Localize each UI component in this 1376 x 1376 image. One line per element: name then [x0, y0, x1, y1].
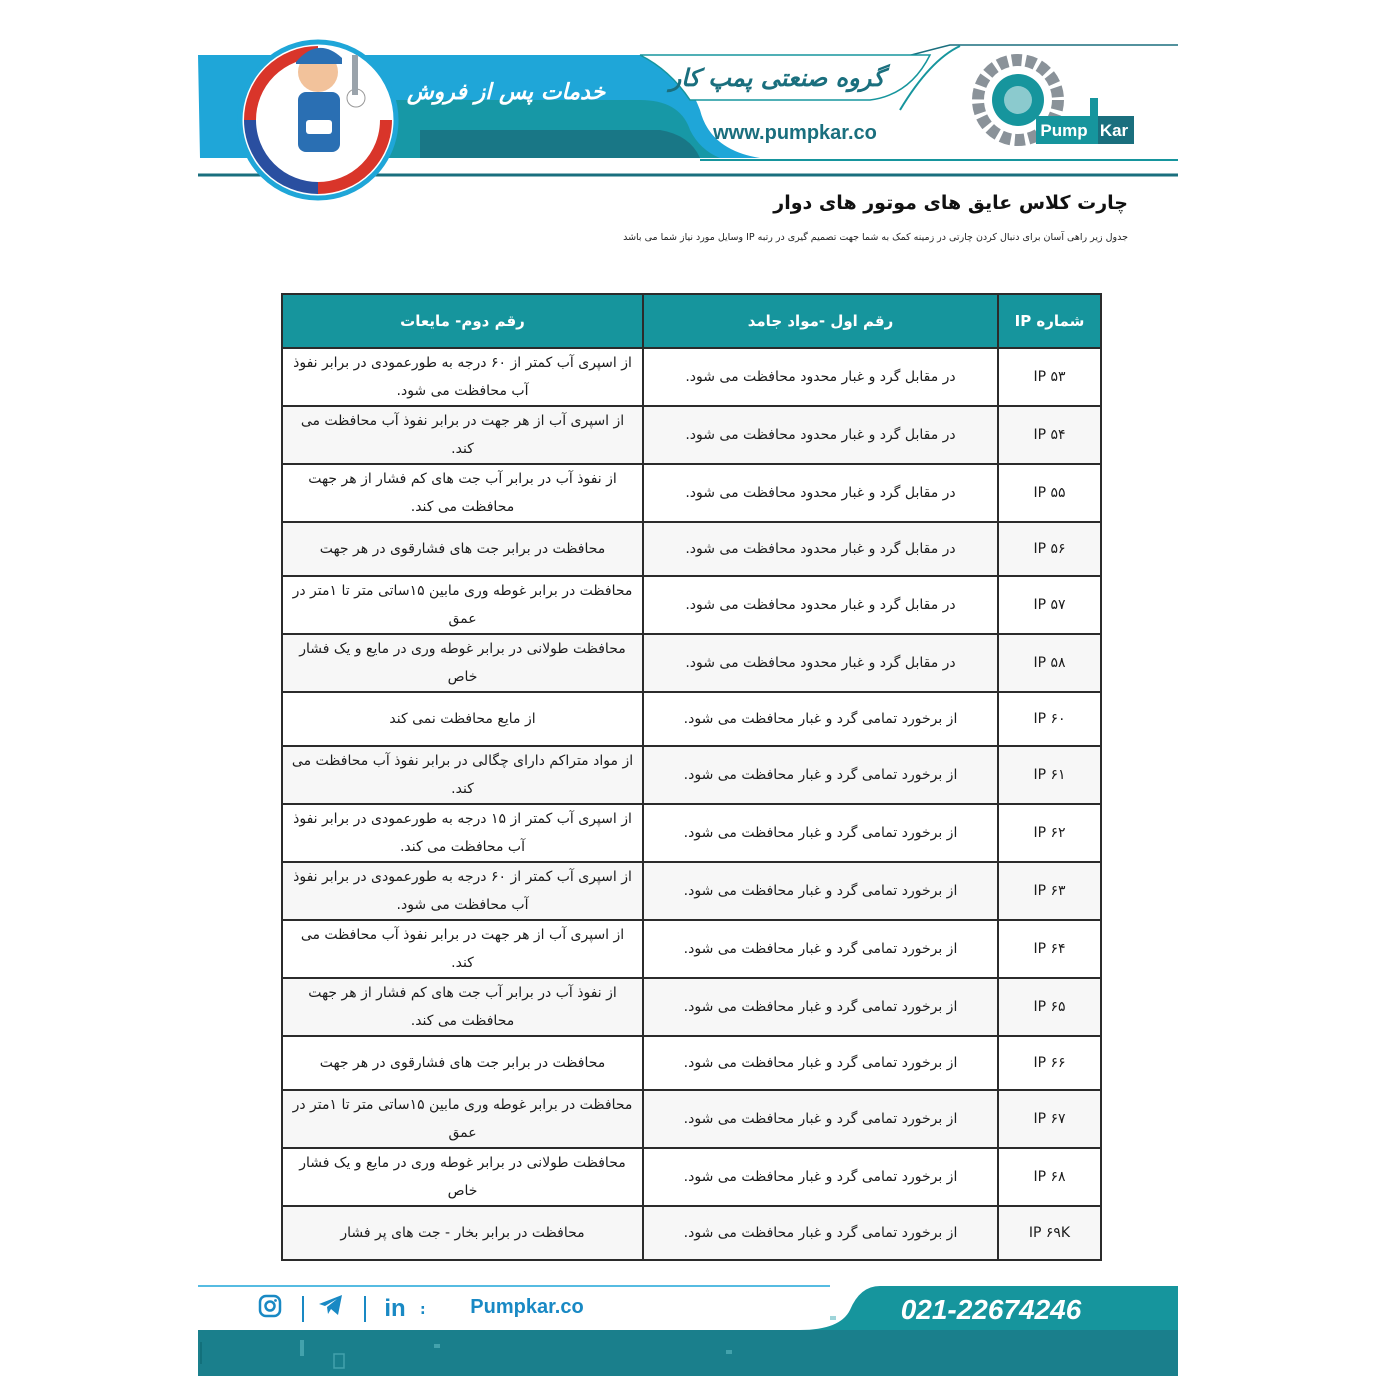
ip-cell: IP ۵۳ — [998, 348, 1101, 406]
liquid-cell: محافظت در برابر غوطه وری مابین ۱۵ساتی متر تا ۱متر در عمق — [282, 576, 643, 634]
table-row — [282, 522, 1101, 576]
header-website[interactable]: www.pumpkar.co — [713, 122, 877, 144]
liquid-cell: محافظت در برابر جت های فشارقوی در هر جهت — [282, 1036, 643, 1090]
social-divider — [364, 1296, 366, 1322]
solid-cell: در مقابل گرد و غبار محدود محافظت می شود. — [643, 576, 998, 634]
header-banner-graphic — [0, 0, 1376, 210]
solid-cell: از برخورد تمامی گرد و غبار محافظت می شود. — [643, 804, 998, 862]
solid-cell: در مقابل گرد و غبار محدود محافظت می شود. — [643, 634, 998, 692]
liquid-cell: از اسپری آب از هر جهت در برابر نفوذ آب محافظت می کند. — [282, 406, 643, 464]
solid-cell: از برخورد تمامی گرد و غبار محافظت می شود. — [643, 1148, 998, 1206]
mascot-badge — [240, 42, 396, 198]
solid-cell: از برخورد تمامی گرد و غبار محافظت می شود. — [643, 1090, 998, 1148]
liquid-cell: از اسپری آب از هر جهت در برابر نفوذ آب محافظت می کند. — [282, 920, 643, 978]
ip-rating-table — [281, 293, 1102, 1261]
liquid-cell: محافظت در برابر غوطه وری مابین ۱۵ساتی متر تا ۱متر در عمق — [282, 1090, 643, 1148]
liquid-cell: محافظت در برابر بخار - جت های پر فشار — [282, 1206, 643, 1260]
ip-cell: IP ۶۱ — [998, 746, 1101, 804]
solid-cell: از برخورد تمامی گرد و غبار محافظت می شود. — [643, 692, 998, 746]
linkedin-label: in — [384, 1295, 406, 1322]
ip-cell: IP ۶۸ — [998, 1148, 1101, 1206]
liquid-cell: محافظت در برابر جت های فشارقوی در هر جهت — [282, 522, 643, 576]
table-row — [282, 862, 1101, 920]
solid-cell: در مقابل گرد و غبار محدود محافظت می شود. — [643, 406, 998, 464]
brand-name: گروه صنعتی پمپ کار — [669, 64, 885, 92]
page-subtitle: جدول زیر راهی آسان برای دنبال کردن چارتی در زمینه کمک به شما جهت تصمیم گیری در رتبه IP وسایل مورد نیاز شما می باشد — [623, 232, 1128, 243]
table-row — [282, 576, 1101, 634]
after-sales-label: خدمات پس از فروش — [406, 80, 606, 105]
footer-banner-graphic — [0, 1280, 1376, 1376]
ip-cell: IP ۶۶ — [998, 1036, 1101, 1090]
solid-cell: از برخورد تمامی گرد و غبار محافظت می شود. — [643, 862, 998, 920]
liquid-cell: از نفوذ آب در برابر آب جت های کم فشار از هر جهت محافظت می کند. — [282, 464, 643, 522]
logo-text-pump: Pump — [1040, 121, 1088, 140]
social-colon: : — [420, 1302, 426, 1318]
ip-cell: IP ۶۰ — [998, 692, 1101, 746]
liquid-cell: از اسپری آب کمتر از ۶۰ درجه به طورعمودی در برابر نفوذ آب محافظت می شود. — [282, 862, 643, 920]
table-row — [282, 804, 1101, 862]
table-row — [282, 634, 1101, 692]
liquid-cell: از نفوذ آب در برابر آب جت های کم فشار از هر جهت محافظت می کند. — [282, 978, 643, 1036]
logo-text-kar: Kar — [1099, 121, 1129, 140]
ip-cell: IP ۵۵ — [998, 464, 1101, 522]
ip-cell: IP ۵۷ — [998, 576, 1101, 634]
liquid-cell: محافظت طولانی در برابر غوطه وری در مایع و یک فشار خاص — [282, 634, 643, 692]
liquid-cell: از مواد متراکم دارای چگالی در برابر نفوذ آب محافظت می کند. — [282, 746, 643, 804]
page-footer — [0, 1280, 1376, 1376]
table-row — [282, 1036, 1101, 1090]
header-liquid: رقم دوم- مایعات — [282, 294, 643, 348]
linkedin-icon[interactable] — [380, 1294, 410, 1324]
ip-cell: IP ۶۹K — [998, 1206, 1101, 1260]
header-ip: شماره IP — [998, 294, 1101, 348]
ip-cell: IP ۵۴ — [998, 406, 1101, 464]
ip-cell: IP ۵۸ — [998, 634, 1101, 692]
solid-cell: از برخورد تمامی گرد و غبار محافظت می شود. — [643, 1206, 998, 1260]
liquid-cell: از اسپری آب کمتر از ۶۰ درجه به طورعمودی در برابر نفوذ آب محافظت می شود. — [282, 348, 643, 406]
solid-cell: از برخورد تمامی گرد و غبار محافظت می شود. — [643, 920, 998, 978]
table-header-row — [282, 294, 1101, 348]
table-row — [282, 1148, 1101, 1206]
footer-website[interactable]: Pumpkar.co — [470, 1296, 584, 1318]
solid-cell: از برخورد تمامی گرد و غبار محافظت می شود. — [643, 746, 998, 804]
liquid-cell: از مایع محافظت نمی کند — [282, 692, 643, 746]
solid-cell: در مقابل گرد و غبار محدود محافظت می شود. — [643, 464, 998, 522]
table-row — [282, 1090, 1101, 1148]
ip-cell: IP ۶۳ — [998, 862, 1101, 920]
ip-cell: IP ۶۵ — [998, 978, 1101, 1036]
ip-cell: IP ۶۴ — [998, 920, 1101, 978]
table-row — [282, 464, 1101, 522]
solid-cell: از برخورد تمامی گرد و غبار محافظت می شود. — [643, 1036, 998, 1090]
social-divider — [302, 1296, 304, 1322]
page-title: چارت کلاس عایق های موتور های دوار — [773, 192, 1128, 214]
solid-cell: در مقابل گرد و غبار محدود محافظت می شود. — [643, 348, 998, 406]
phone-number[interactable]: 021-22674246 — [900, 1294, 1082, 1325]
telegram-icon[interactable] — [318, 1294, 348, 1324]
table-row — [282, 1206, 1101, 1260]
instagram-icon[interactable] — [258, 1294, 288, 1324]
liquid-cell: محافظت طولانی در برابر غوطه وری در مایع و یک فشار خاص — [282, 1148, 643, 1206]
ip-cell: IP ۵۶ — [998, 522, 1101, 576]
table-row — [282, 348, 1101, 406]
solid-cell: در مقابل گرد و غبار محدود محافظت می شود. — [643, 522, 998, 576]
solid-cell: از برخورد تمامی گرد و غبار محافظت می شود. — [643, 978, 998, 1036]
liquid-cell: از اسپری آب کمتر از ۱۵ درجه به طورعمودی در برابر نفوذ آب محافظت می کند. — [282, 804, 643, 862]
table-row — [282, 746, 1101, 804]
ip-cell: IP ۶۷ — [998, 1090, 1101, 1148]
table-row — [282, 406, 1101, 464]
table-row — [282, 692, 1101, 746]
header-solid: رقم اول -مواد جامد — [643, 294, 998, 348]
page-header — [0, 0, 1376, 210]
table-row — [282, 920, 1101, 978]
ip-cell: IP ۶۲ — [998, 804, 1101, 862]
table-row — [282, 978, 1101, 1036]
